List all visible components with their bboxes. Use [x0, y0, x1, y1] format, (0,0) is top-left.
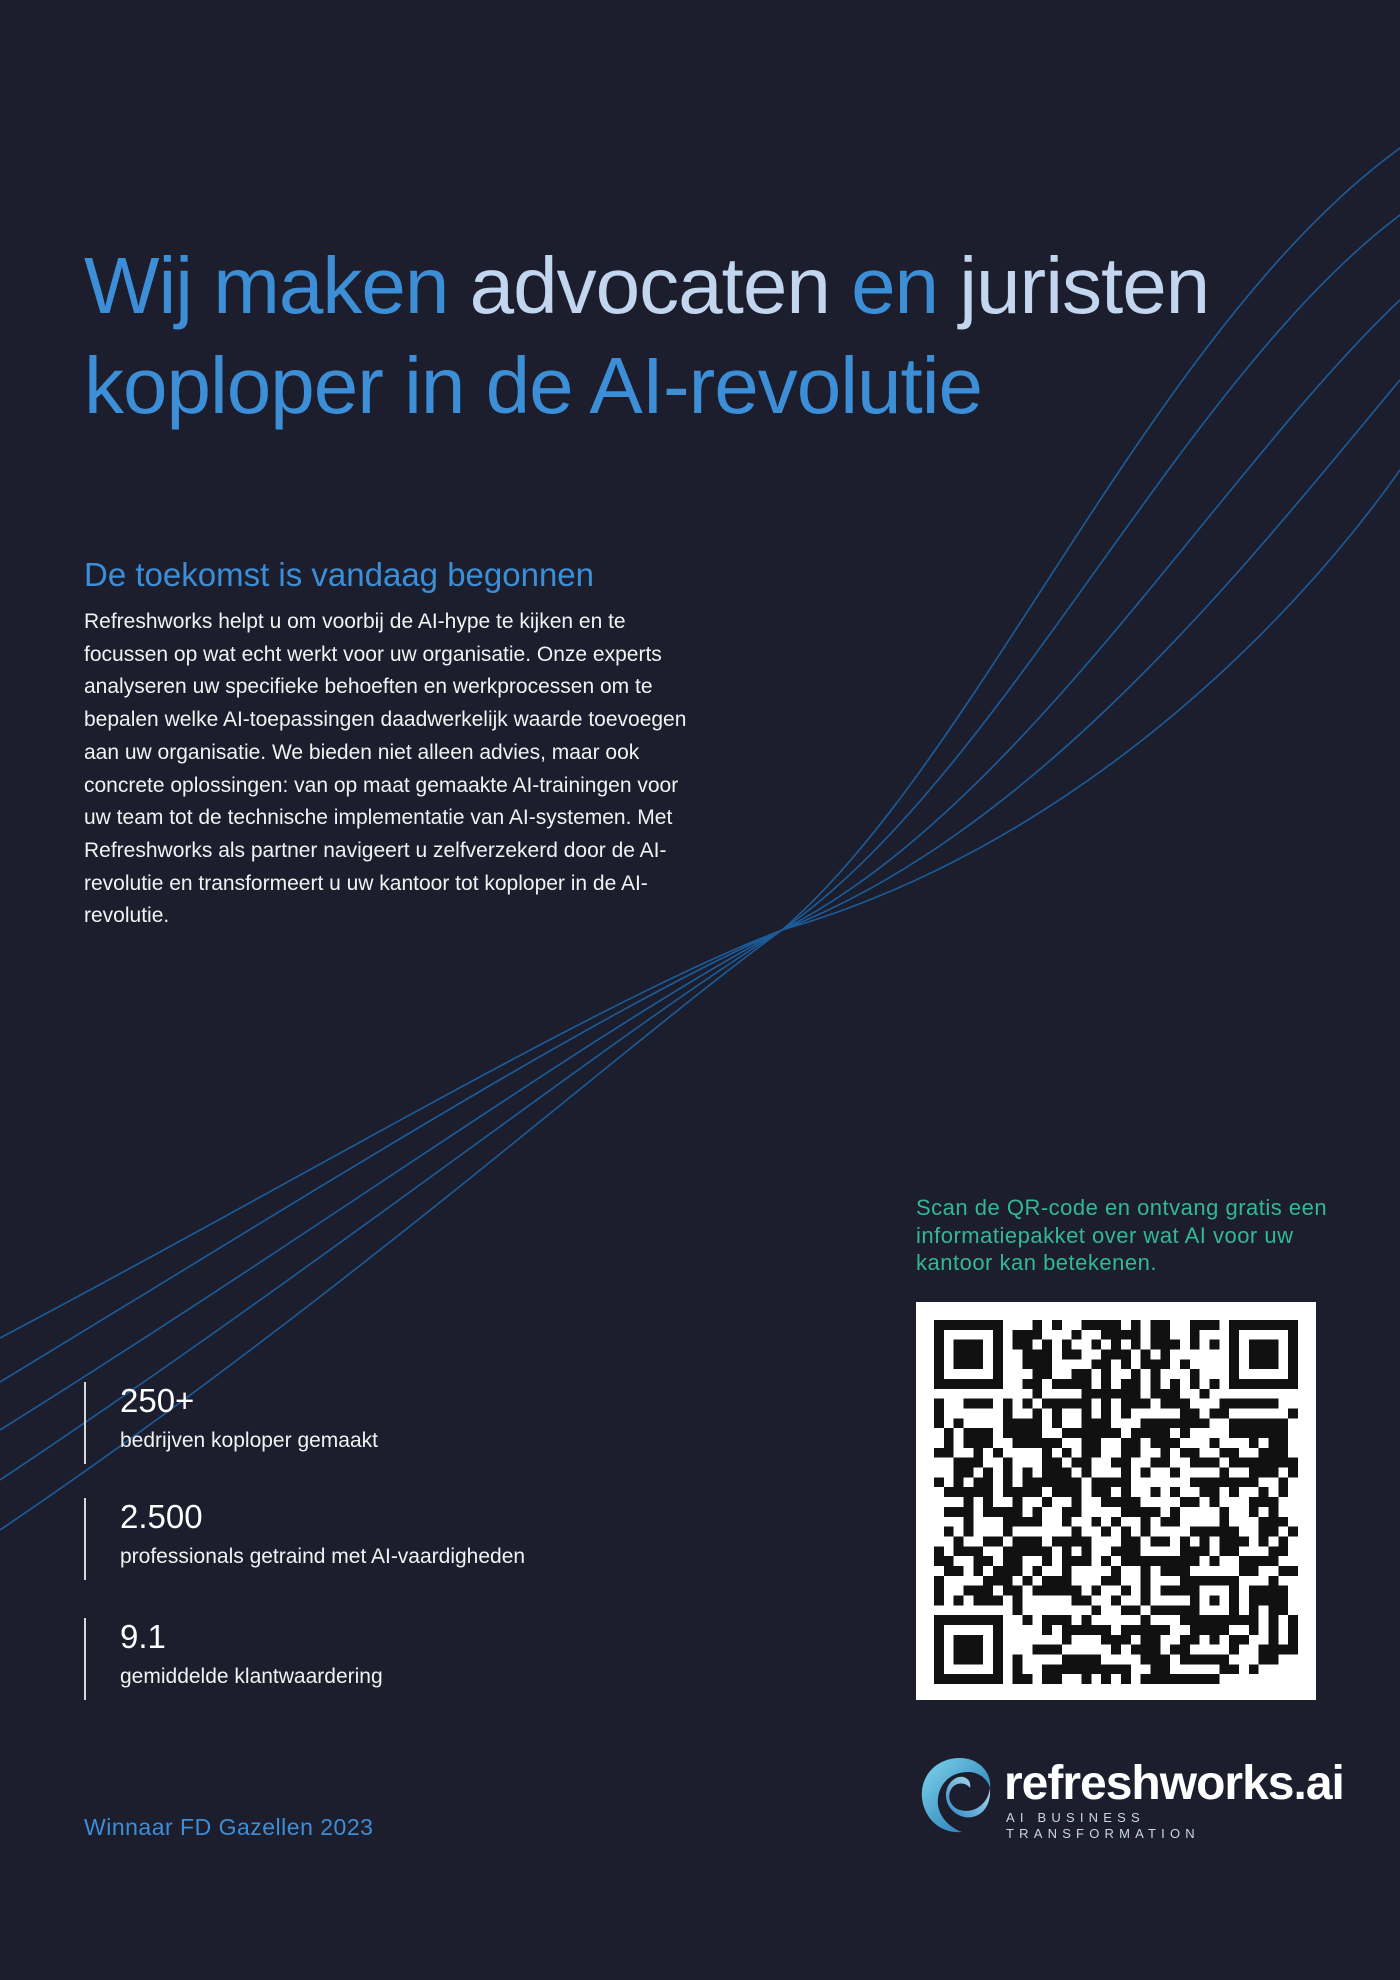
headline-segment: Wij maken [84, 241, 449, 330]
logo-wordmark: refreshworks.ai [1004, 1757, 1344, 1810]
stat-label: professionals getraind met AI-vaardigheden [120, 1545, 526, 1568]
intro-paragraph: Refreshworks helpt u om voorbij de AI-hype te kijken en te focussen op wat echt werkt voor uw organisatie. Onze experts analyseren uw specifieke behoeften en werkprocessen om te bepalen welke AI-toepassingen daadwerkelijk waarde toevoegen aan uw organisatie. We bieden niet alleen advies, maar ook concrete oplossingen: van op maat gemaakte AI-trainingen voor uw team tot de technische implementatie van AI-systemen. Met Refreshworks als partner navigeert u zelfverzekerd door de AI-revolutie en transformeert u uw kantoor tot koploper in de AI-revolutie. [84, 610, 687, 928]
logo-tagline: AI BUSINESS TRANSFORMATION [1006, 1810, 1200, 1841]
headline [84, 236, 1334, 436]
qr-code[interactable] [916, 1302, 1316, 1700]
headline-line-1 [84, 241, 1209, 330]
stat-value: 2.500 [120, 1498, 203, 1535]
headline-segment: advocaten [469, 241, 830, 330]
stat-label: bedrijven koploper gemaakt [120, 1429, 378, 1452]
award-text: Winnaar FD Gazellen 2023 [84, 1814, 374, 1840]
company-logo [916, 1752, 1344, 1842]
swirl-icon [916, 1752, 1000, 1838]
section-heading: De toekomst is vandaag begonnen [84, 556, 595, 593]
stat-value: 250+ [120, 1382, 195, 1419]
headline-segment: en [851, 241, 939, 330]
stat-label: gemiddelde klantwaardering [120, 1665, 383, 1688]
headline-line-2: koploper in de AI-revolutie [84, 341, 982, 430]
stat-professionals [84, 1498, 525, 1580]
stat-companies [84, 1382, 378, 1464]
qr-prompt: Scan de QR-code en ontvang gratis een informatiepakket over wat AI voor uw kantoor kan betekenen. [916, 1195, 1328, 1275]
stat-value: 9.1 [120, 1618, 166, 1655]
headline-segment: juristen [959, 241, 1210, 330]
stat-rating [84, 1618, 383, 1700]
qr-code-icon [934, 1320, 1298, 1684]
